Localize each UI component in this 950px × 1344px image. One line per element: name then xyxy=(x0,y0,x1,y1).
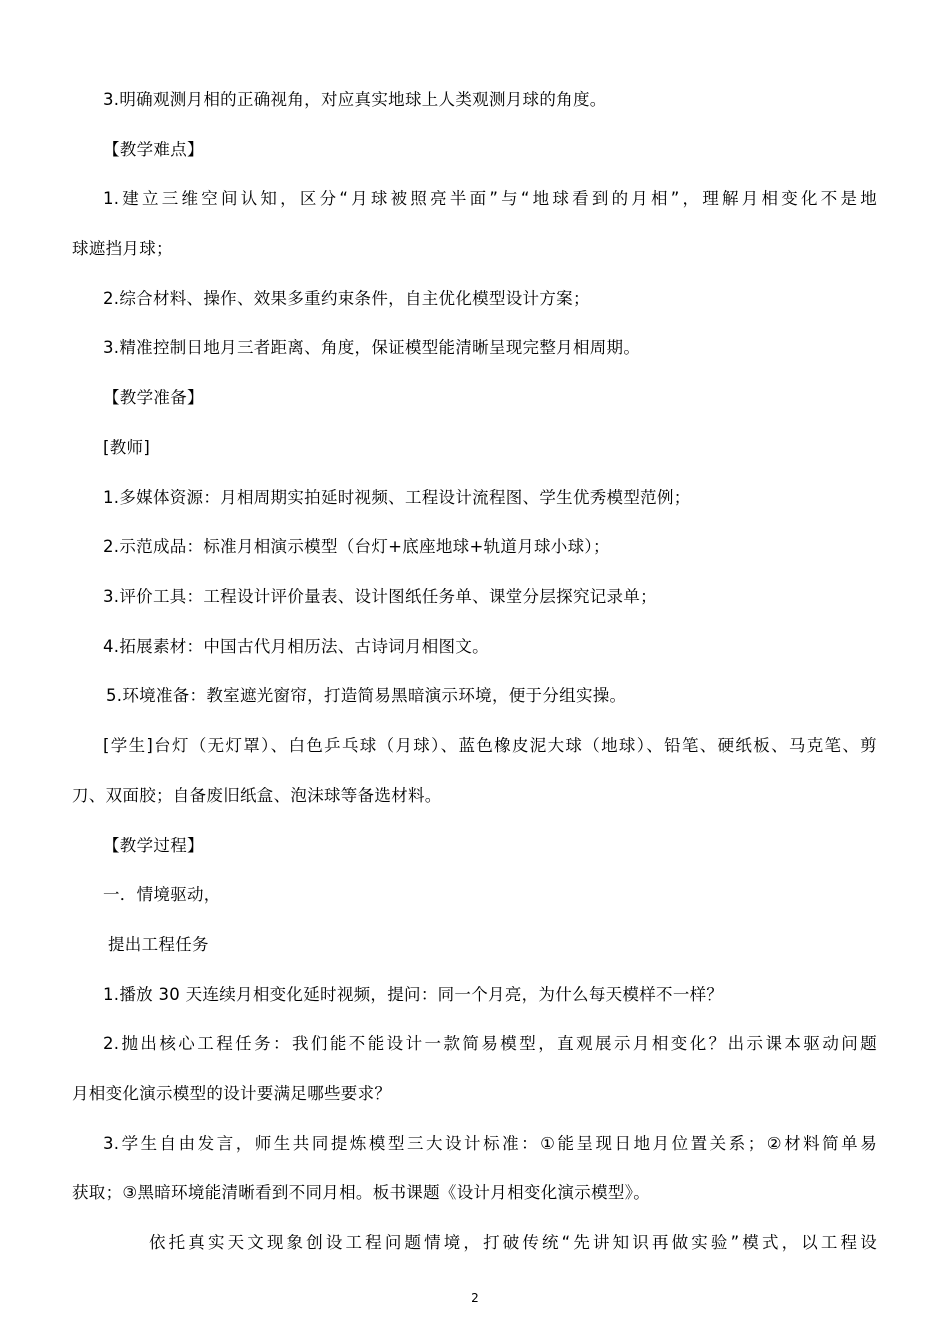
paragraph-line: 5.环境准备：教室遮光窗帘，打造简易黑暗演示环境，便于分组实操。 xyxy=(106,686,627,705)
section-heading: 【教学过程】 xyxy=(103,836,204,855)
paragraph-line: 依托真实天文现象创设工程问题情境，打破传统“先讲知识再做实验”模式，以工程设 xyxy=(149,1233,877,1252)
paragraph-line: 3.明确观测月相的正确视角，对应真实地球上人类观测月球的角度。 xyxy=(103,90,607,109)
subsection-label: [教师] xyxy=(103,438,151,457)
paragraph-line: 4.拓展素材：中国古代月相历法、古诗词月相图文。 xyxy=(103,637,489,656)
paragraph-line: 2.综合材料、操作、效果多重约束条件，自主优化模型设计方案； xyxy=(103,289,590,308)
paragraph-line: 1.多媒体资源：月相周期实拍延时视频、工程设计流程图、学生优秀模型范例； xyxy=(103,488,691,507)
paragraph-line: 3.精准控制日地月三者距离、角度，保证模型能清晰呈现完整月相周期。 xyxy=(103,338,641,357)
paragraph-line: 3.评价工具：工程设计评价量表、设计图纸任务单、课堂分层探究记录单； xyxy=(103,587,657,606)
paragraph-line: 球遮挡月球； xyxy=(72,239,173,258)
paragraph-line: 2.抛出核心工程任务：我们能不能设计一款简易模型，直观展示月相变化？出示课本驱动问题 xyxy=(103,1034,877,1053)
paragraph-line: 1.播放 30 天连续月相变化延时视频，提问：同一个月亮，为什么每天模样不一样？ xyxy=(103,985,724,1004)
paragraph-line: 刀、双面胶；自备废旧纸盒、泡沫球等备选材料。 xyxy=(72,786,442,805)
paragraph-line: [学生]台灯（无灯罩）、白色乒乓球（月球）、蓝色橡皮泥大球（地球）、铅笔、硬纸板、马克笔、剪 xyxy=(103,736,877,755)
paragraph-line: 2.示范成品：标准月相演示模型（台灯+底座地球+轨道月球小球）； xyxy=(103,537,610,556)
paragraph-line: 3.学生自由发言，师生共同提炼模型三大设计标准：①能呈现日地月位置关系；②材料简单易 xyxy=(103,1134,877,1153)
paragraph-line: 月相变化演示模型的设计要满足哪些要求？ xyxy=(72,1084,392,1103)
paragraph-line: 提出工程任务 xyxy=(108,935,209,954)
section-heading: 【教学难点】 xyxy=(103,140,204,159)
paragraph-line: 一．情境驱动， xyxy=(103,885,221,904)
page-number: 2 xyxy=(471,1291,479,1305)
section-heading: 【教学准备】 xyxy=(103,388,204,407)
paragraph-line: 获取；③黑暗环境能清晰看到不同月相。板书课题《设计月相变化演示模型》。 xyxy=(72,1183,651,1202)
paragraph-line: 1.建立三维空间认知，区分“月球被照亮半面”与“地球看到的月相”，理解月相变化不是地 xyxy=(103,189,877,208)
